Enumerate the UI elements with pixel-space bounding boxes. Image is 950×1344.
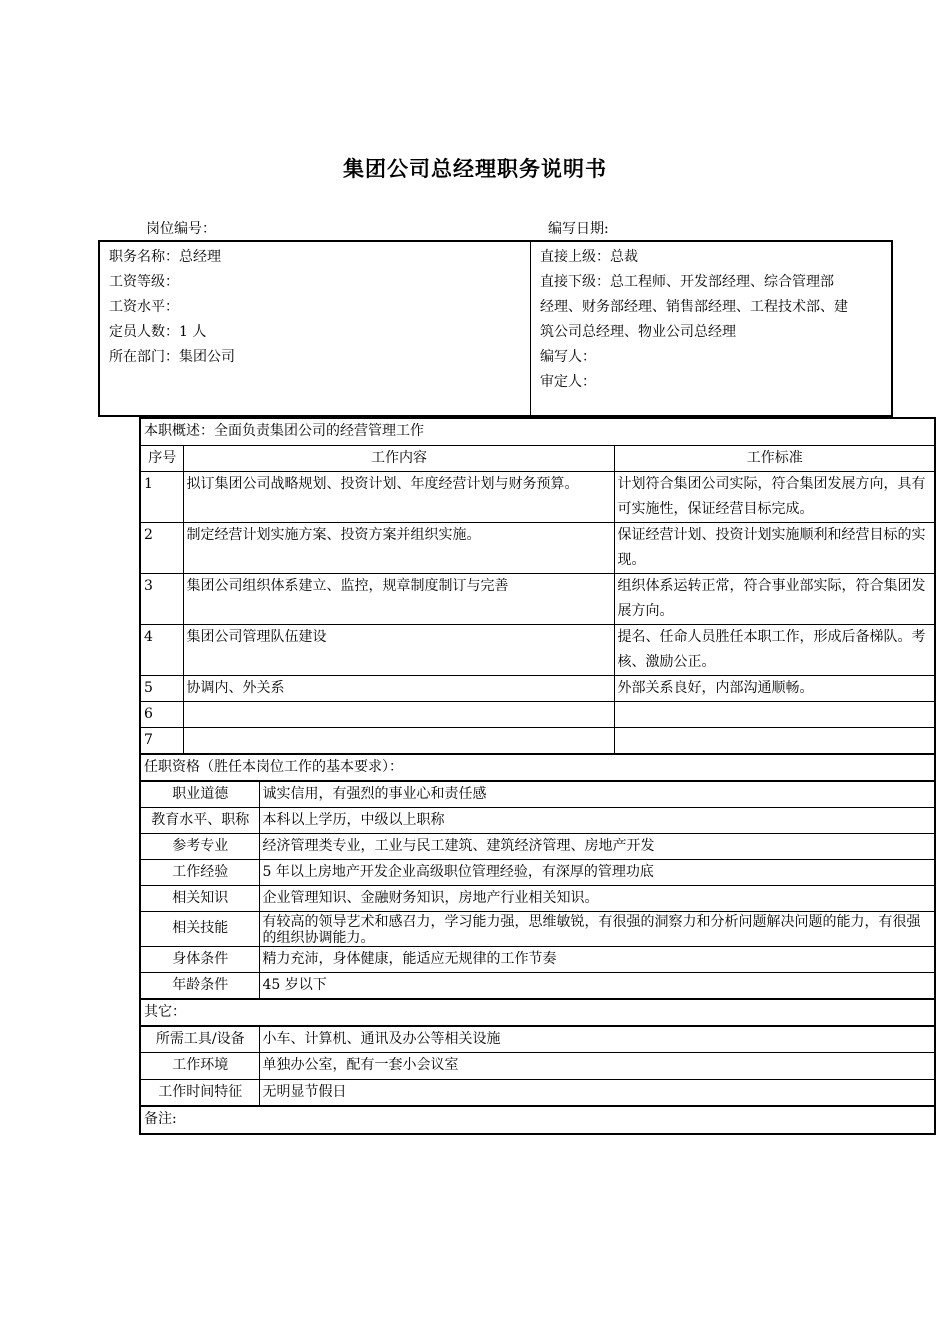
duty-number: 4	[140, 624, 183, 675]
salary-grade-line: 工资等级：	[109, 274, 179, 290]
qualification-label: 职业道德	[140, 781, 259, 808]
headcount-line: 定员人数：1 人	[109, 324, 207, 340]
duty-number: 2	[140, 522, 183, 573]
duty-standard	[614, 727, 935, 754]
qualification-value: 有较高的领导艺术和感召力，学习能力强，思维敏锐，有很强的洞察力和分析问题解决问题的能力，有很强的组织协调能力。	[259, 911, 935, 946]
job-description-table	[139, 417, 936, 1135]
duty-content	[183, 701, 614, 727]
duty-content: 集团公司管理队伍建设	[183, 624, 614, 675]
qualification-label: 参考专业	[140, 833, 259, 859]
remarks: 备注:	[140, 1106, 935, 1134]
qualification-value: 5 年以上房地产开发企业高级职位管理经验，有深厚的管理功底	[259, 859, 935, 885]
qualifications-heading: 任职资格（胜任本岗位工作的基本要求）：	[140, 754, 935, 781]
qualification-value: 本科以上学历，中级以上职称	[259, 807, 935, 833]
basic-info-right	[531, 242, 891, 415]
qualification-label: 工作经验	[140, 859, 259, 885]
direct-subordinates-line-3: 筑公司总经理、物业公司总经理	[540, 324, 736, 340]
duty-number: 5	[140, 675, 183, 701]
duty-content: 拟订集团公司战略规划、投资计划、年度经营计划与财务预算。	[183, 471, 614, 522]
header-number: 序号	[140, 445, 183, 471]
approver-line: 审定人：	[540, 374, 596, 390]
duty-standard: 组织体系运转正常，符合事业部实际，符合集团发展方向。	[614, 573, 935, 624]
direct-superior-line: 直接上级：总裁	[540, 249, 638, 265]
duty-content: 协调内、外关系	[183, 675, 614, 701]
qualification-value: 诚实信用，有强烈的事业心和责任感	[259, 781, 935, 808]
qualification-label: 相关知识	[140, 885, 259, 911]
other-value: 无明显节假日	[259, 1079, 935, 1106]
header-work-standard: 工作标准	[614, 445, 935, 471]
qualification-label: 相关技能	[140, 911, 259, 946]
qualification-value: 45 岁以下	[259, 972, 935, 999]
qualification-label: 教育水平、职称	[140, 807, 259, 833]
duty-number: 3	[140, 573, 183, 624]
direct-subordinates-line-1: 直接下级：总工程师、开发部经理、综合管理部	[540, 274, 834, 290]
duty-standard: 保证经营计划、投资计划实施顺利和经营目标的实现。	[614, 522, 935, 573]
author-line: 编写人：	[540, 349, 596, 365]
duty-number: 1	[140, 471, 183, 522]
duty-standard: 提名、任命人员胜任本职工作，形成后备梯队。考核、激励公正。	[614, 624, 935, 675]
duty-number: 7	[140, 727, 183, 754]
qualification-value: 精力充沛，身体健康，能适应无规律的工作节奏	[259, 946, 935, 972]
document-title: 集团公司总经理职务说明书	[343, 157, 607, 181]
duty-standard: 外部关系良好，内部沟通顺畅。	[614, 675, 935, 701]
other-label: 工作环境	[140, 1052, 259, 1079]
compile-date-label: 编写日期:	[548, 221, 609, 237]
department-line: 所在部门：集团公司	[109, 349, 235, 365]
job-summary: 本职概述：全面负责集团公司的经营管理工作	[140, 418, 935, 445]
qualification-label: 身体条件	[140, 946, 259, 972]
qualification-label: 年龄条件	[140, 972, 259, 999]
other-value: 单独办公室，配有一套小会议室	[259, 1052, 935, 1079]
duty-content: 集团公司组织体系建立、监控，规章制度制订与完善	[183, 573, 614, 624]
other-value: 小车、计算机、通讯及办公等相关设施	[259, 1026, 935, 1053]
salary-level-line: 工资水平：	[109, 299, 179, 315]
basic-info-left	[100, 242, 531, 415]
other-label: 工作时间特征	[140, 1079, 259, 1106]
header-work-content: 工作内容	[183, 445, 614, 471]
position-number-label: 岗位编号：	[146, 221, 216, 237]
qualification-value: 经济管理类专业，工业与民工建筑、建筑经济管理、房地产开发	[259, 833, 935, 859]
job-title-line: 职务名称：总经理	[109, 249, 221, 265]
qualification-value: 企业管理知识、金融财务知识，房地产行业相关知识。	[259, 885, 935, 911]
other-heading: 其它：	[140, 999, 935, 1026]
duty-content: 制定经营计划实施方案、投资方案并组织实施。	[183, 522, 614, 573]
duty-standard: 计划符合集团公司实际，符合集团发展方向，具有可实施性，保证经营目标完成。	[614, 471, 935, 522]
duty-number: 6	[140, 701, 183, 727]
duty-content	[183, 727, 614, 754]
other-label: 所需工具/设备	[140, 1026, 259, 1053]
basic-info-box	[98, 240, 893, 417]
direct-subordinates-line-2: 经理、财务部经理、销售部经理、工程技术部、建	[540, 299, 848, 315]
duty-standard	[614, 701, 935, 727]
